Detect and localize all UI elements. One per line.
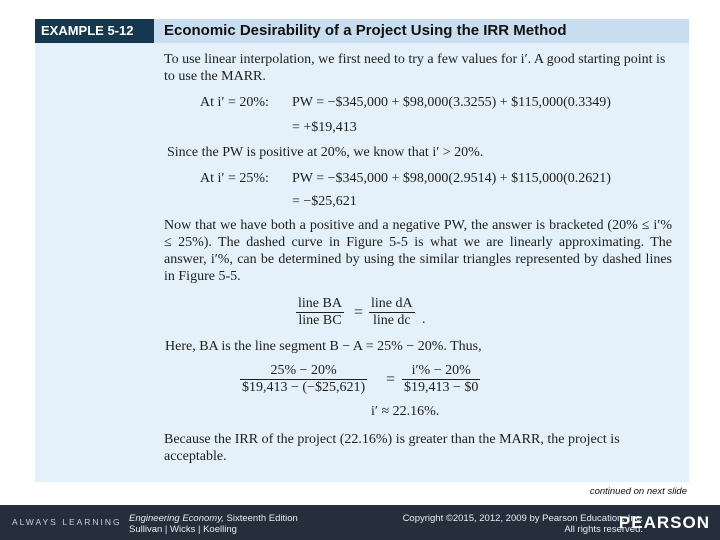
ratio-left-fraction bbox=[296, 296, 344, 329]
irr-result: i′ ≈ 22.16%. bbox=[371, 404, 440, 419]
calc2-result: = −$25,621 bbox=[292, 194, 357, 209]
ratio-period: . bbox=[422, 312, 426, 327]
continued-note: continued on next slide bbox=[589, 486, 687, 497]
ratio-left-numerator: line BA bbox=[298, 296, 342, 311]
interp-right-fraction bbox=[402, 363, 480, 396]
ratio-left-denominator: line BC bbox=[296, 312, 344, 329]
interp-equals: = bbox=[386, 371, 396, 388]
ratio-right-numerator: line dA bbox=[371, 296, 413, 311]
calc2-label: At i′ = 25%: bbox=[200, 171, 269, 186]
interp-left-numerator: 25% − 20% bbox=[270, 363, 337, 378]
calc2-equation: PW = −$345,000 + $98,000(2.9514) + $115,000(0.2621) bbox=[292, 171, 611, 186]
book-title: Engineering Economy, bbox=[129, 513, 224, 524]
interp-right-numerator: i′% − 20% bbox=[411, 363, 471, 378]
bracket-paragraph: Now that we have both a positive and a negative PW, the answer is bracketed (20% ≤ i′% ≤ 25%). The dashed curve in Figure 5-5 is what we are linearly approximating. The answer, i′%, can be determined by using the similar triangles represented by dashed lines in Figure 5-5. bbox=[164, 218, 672, 284]
copyright-notice bbox=[403, 513, 643, 535]
intro-paragraph: To use linear interpolation, we first need to try a few values for i′. A good starting point is to use the MARR. bbox=[164, 52, 666, 84]
calc1-label: At i′ = 20%: bbox=[200, 95, 269, 110]
example-title: Economic Desirability of a Project Using the IRR Method bbox=[164, 22, 567, 39]
ratio-right-fraction bbox=[369, 296, 415, 329]
interp-right-denominator: $19,413 − $0 bbox=[404, 380, 479, 395]
always-learning-tagline: ALWAYS LEARNING bbox=[12, 517, 122, 527]
calc1-result: = +$19,413 bbox=[292, 120, 357, 135]
ratio-right-denominator: line dc bbox=[369, 312, 415, 329]
conclusion-paragraph: Because the IRR of the project (22.16%) is greater than the MARR, the project is acceptable. bbox=[164, 432, 620, 464]
book-authors: Sullivan | Wicks | Koelling bbox=[129, 524, 237, 535]
calc1-equation: PW = −$345,000 + $98,000(3.3255) + $115,000(0.3349) bbox=[292, 95, 611, 110]
ratio-equals: = bbox=[354, 304, 364, 321]
here-statement: Here, BA is the line segment B − A = 25% − 20%. Thus, bbox=[165, 339, 482, 354]
book-edition: Sixteenth Edition bbox=[223, 513, 298, 524]
interp-left-denominator: $19,413 − (−$25,621) bbox=[242, 380, 366, 395]
rights-line: All rights reserved. bbox=[564, 524, 643, 535]
book-credit bbox=[129, 513, 298, 535]
example-tag: EXAMPLE 5-12 bbox=[35, 19, 154, 43]
copyright-line: Copyright ©2015, 2012, 2009 by Pearson Education, Inc. bbox=[402, 513, 643, 524]
interp-left-fraction bbox=[240, 363, 367, 396]
pearson-logo: PEARSON bbox=[618, 513, 710, 532]
since-statement: Since the PW is positive at 20%, we know that i′ > 20%. bbox=[167, 145, 484, 160]
